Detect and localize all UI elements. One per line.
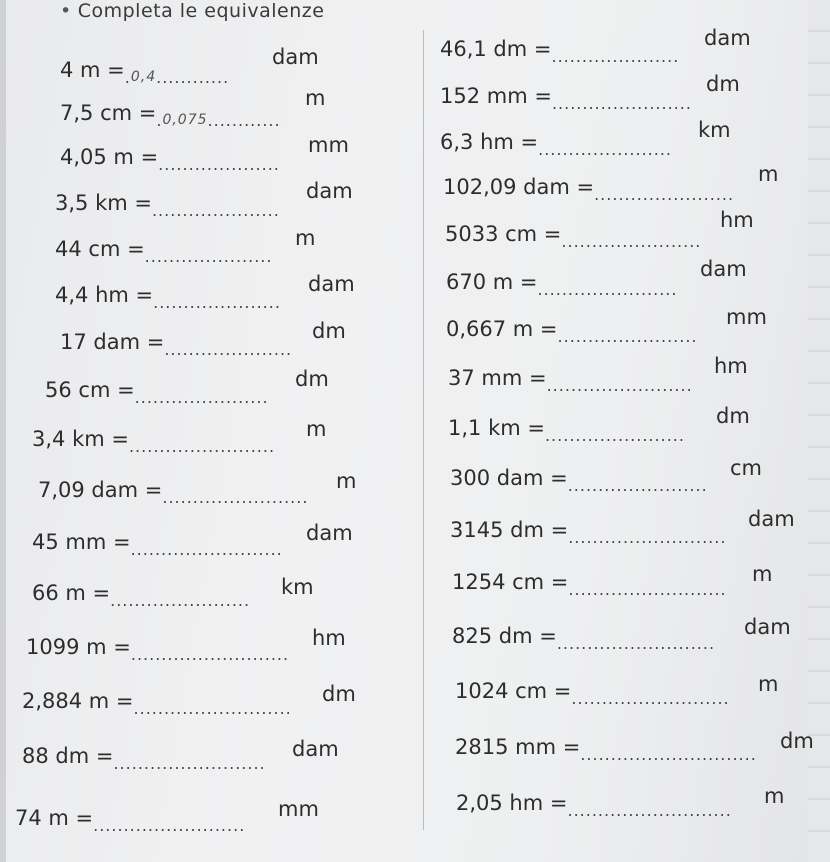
left-exercise-16	[15, 806, 245, 838]
exercise-question: 2,05 hm =	[456, 791, 568, 815]
column-divider	[423, 30, 424, 830]
answer-blank[interactable]: .......................	[537, 280, 678, 299]
exercise-question: 3,4 km =	[32, 427, 129, 451]
exercise-question: 102,09 dam =	[443, 175, 595, 199]
target-unit: dam	[272, 45, 319, 69]
right-exercise-6	[446, 270, 677, 302]
right-exercise-12	[452, 570, 727, 602]
target-unit: dam	[744, 615, 791, 639]
exercise-question: 37 mm =	[448, 366, 547, 390]
exercise-question: 1024 cm =	[455, 679, 572, 703]
left-exercise-7	[60, 330, 292, 362]
right-exercise-4	[443, 175, 734, 207]
right-exercise-7	[446, 317, 698, 349]
target-unit: m	[305, 86, 326, 110]
answer-blank[interactable]: .......................	[567, 476, 708, 495]
target-unit: dam	[306, 521, 353, 545]
handwritten-answer: 0,075	[162, 112, 208, 128]
right-exercise-11	[450, 518, 726, 550]
right-exercise-1	[440, 37, 679, 69]
answer-blank[interactable]: .......................	[594, 185, 735, 204]
exercise-question: 3145 dm =	[450, 518, 569, 542]
left-exercise-1	[60, 58, 229, 90]
answer-blank[interactable]: .............................	[580, 745, 757, 764]
answer-blank[interactable]: .........................	[130, 540, 283, 559]
target-unit: km	[698, 118, 731, 142]
exercise-question: 45 mm =	[32, 530, 131, 554]
answer-blank[interactable]: .......................	[561, 232, 702, 251]
exercise-question: 670 m =	[446, 270, 538, 294]
target-unit: dm	[716, 404, 750, 428]
exercise-question: 6,3 hm =	[440, 130, 539, 154]
target-unit: m	[758, 162, 779, 186]
answer-blank[interactable]: ........................	[546, 376, 693, 395]
answer-blank[interactable]: ........................	[128, 437, 276, 456]
answer-blank[interactable]: .0,075............	[156, 108, 280, 133]
target-unit: m	[336, 469, 357, 493]
target-unit: dam	[292, 737, 339, 761]
answer-blank[interactable]: .........................	[113, 754, 266, 773]
exercise-question: 3,5 km =	[55, 191, 152, 215]
exercise-question: 152 mm =	[440, 84, 552, 108]
target-unit: m	[295, 226, 316, 250]
target-unit: dm	[312, 319, 346, 343]
target-unit: dam	[748, 507, 795, 531]
answer-blank[interactable]: .0,4............	[125, 65, 229, 90]
target-unit: dm	[322, 682, 356, 706]
exercise-question: 4 m =	[60, 58, 125, 82]
answer-blank[interactable]: ....................	[158, 155, 280, 174]
answer-blank[interactable]: .....................	[153, 293, 281, 312]
target-unit: mm	[726, 305, 767, 329]
right-exercise-2	[440, 84, 692, 116]
left-exercise-13	[26, 635, 289, 667]
target-unit: m	[306, 417, 327, 441]
exercise-question: 74 m =	[15, 806, 94, 830]
target-unit: m	[752, 562, 773, 586]
target-unit: mm	[308, 133, 349, 157]
worksheet-title: • Completa le equivalenze	[60, 0, 324, 22]
target-unit: dm	[295, 367, 329, 391]
answer-blank[interactable]: .....................	[144, 247, 273, 266]
exercise-question: 66 m =	[32, 581, 111, 605]
right-exercise-10	[450, 466, 708, 498]
right-exercise-9	[448, 416, 685, 448]
exercise-question: 1,1 km =	[448, 416, 545, 440]
answer-blank[interactable]: .....................	[151, 201, 280, 220]
answer-blank[interactable]: ..........................	[571, 689, 730, 708]
right-exercise-15	[455, 735, 757, 767]
exercise-question: 4,05 m =	[60, 145, 159, 169]
target-unit: dm	[706, 72, 740, 96]
answer-blank[interactable]: ..........................	[568, 528, 727, 547]
target-unit: m	[758, 672, 779, 696]
target-unit: km	[281, 575, 314, 599]
target-unit: hm	[720, 208, 754, 232]
answer-blank[interactable]: .......................	[551, 94, 692, 113]
answer-blank[interactable]: ......................	[134, 388, 269, 407]
right-exercise-5	[445, 222, 701, 254]
exercise-question: 7,09 dam =	[38, 478, 163, 502]
target-unit: hm	[312, 626, 346, 650]
left-exercise-3	[60, 145, 280, 177]
target-unit: dam	[704, 26, 751, 50]
right-exercise-13	[452, 624, 715, 656]
exercise-question: 300 dam =	[450, 466, 568, 490]
left-exercise-2	[60, 101, 281, 133]
answer-blank[interactable]: .....................	[164, 340, 293, 359]
exercise-question: 4,4 hm =	[55, 283, 154, 307]
exercise-question: 0,667 m =	[446, 317, 558, 341]
target-unit: dam	[306, 179, 353, 203]
left-exercise-11	[32, 530, 283, 562]
answer-blank[interactable]: .......................	[110, 591, 251, 610]
left-exercise-4	[55, 191, 280, 223]
target-unit: dm	[780, 729, 814, 753]
left-exercise-5	[55, 237, 272, 269]
left-exercise-9	[32, 427, 275, 459]
answer-blank[interactable]: ...........................	[567, 801, 732, 820]
exercise-question: 88 dm =	[22, 744, 114, 768]
answer-blank[interactable]: ..........................	[568, 580, 727, 599]
answer-blank[interactable]: .......................	[544, 426, 685, 445]
right-exercise-8	[448, 366, 693, 398]
exercise-question: 7,5 cm =	[60, 101, 157, 125]
exercise-question: 46,1 dm =	[440, 37, 552, 61]
answer-blank[interactable]: .........................	[93, 816, 246, 835]
exercise-question: 17 dam =	[60, 330, 165, 354]
exercise-question: 5033 cm =	[445, 222, 562, 246]
target-unit: dam	[700, 257, 747, 281]
answer-blank[interactable]: ......................	[538, 140, 672, 159]
exercise-question: 1099 m =	[26, 635, 131, 659]
target-unit: cm	[730, 456, 763, 480]
target-unit: hm	[714, 354, 748, 378]
answer-blank[interactable]: ..........................	[556, 634, 716, 653]
exercise-question: 44 cm =	[55, 237, 145, 261]
right-exercise-14	[455, 679, 730, 711]
answer-blank[interactable]: .....................	[551, 47, 680, 66]
paper-left-margin	[0, 0, 6, 862]
exercise-question: 2815 mm =	[455, 735, 581, 759]
left-exercise-14	[22, 689, 292, 721]
target-unit: dam	[308, 272, 355, 296]
left-exercise-12	[32, 581, 250, 613]
target-unit: mm	[278, 797, 319, 821]
exercise-question: 825 dm =	[452, 624, 557, 648]
right-exercise-16	[456, 791, 732, 823]
exercise-question: 2,884 m =	[22, 689, 134, 713]
left-exercise-8	[45, 378, 269, 410]
left-exercise-10	[38, 478, 308, 510]
target-unit: m	[764, 784, 785, 808]
left-exercise-15	[22, 744, 266, 776]
answer-blank[interactable]: .......................	[557, 327, 698, 346]
answer-blank[interactable]: ..........................	[130, 645, 290, 664]
exercise-question: 1254 cm =	[452, 570, 569, 594]
exercise-question: 56 cm =	[45, 378, 135, 402]
right-exercise-3	[440, 130, 672, 162]
handwritten-answer: 0,4	[130, 69, 157, 85]
answer-blank[interactable]: ..........................	[133, 699, 292, 718]
answer-blank[interactable]: ........................	[162, 488, 309, 507]
left-exercise-6	[55, 283, 281, 315]
